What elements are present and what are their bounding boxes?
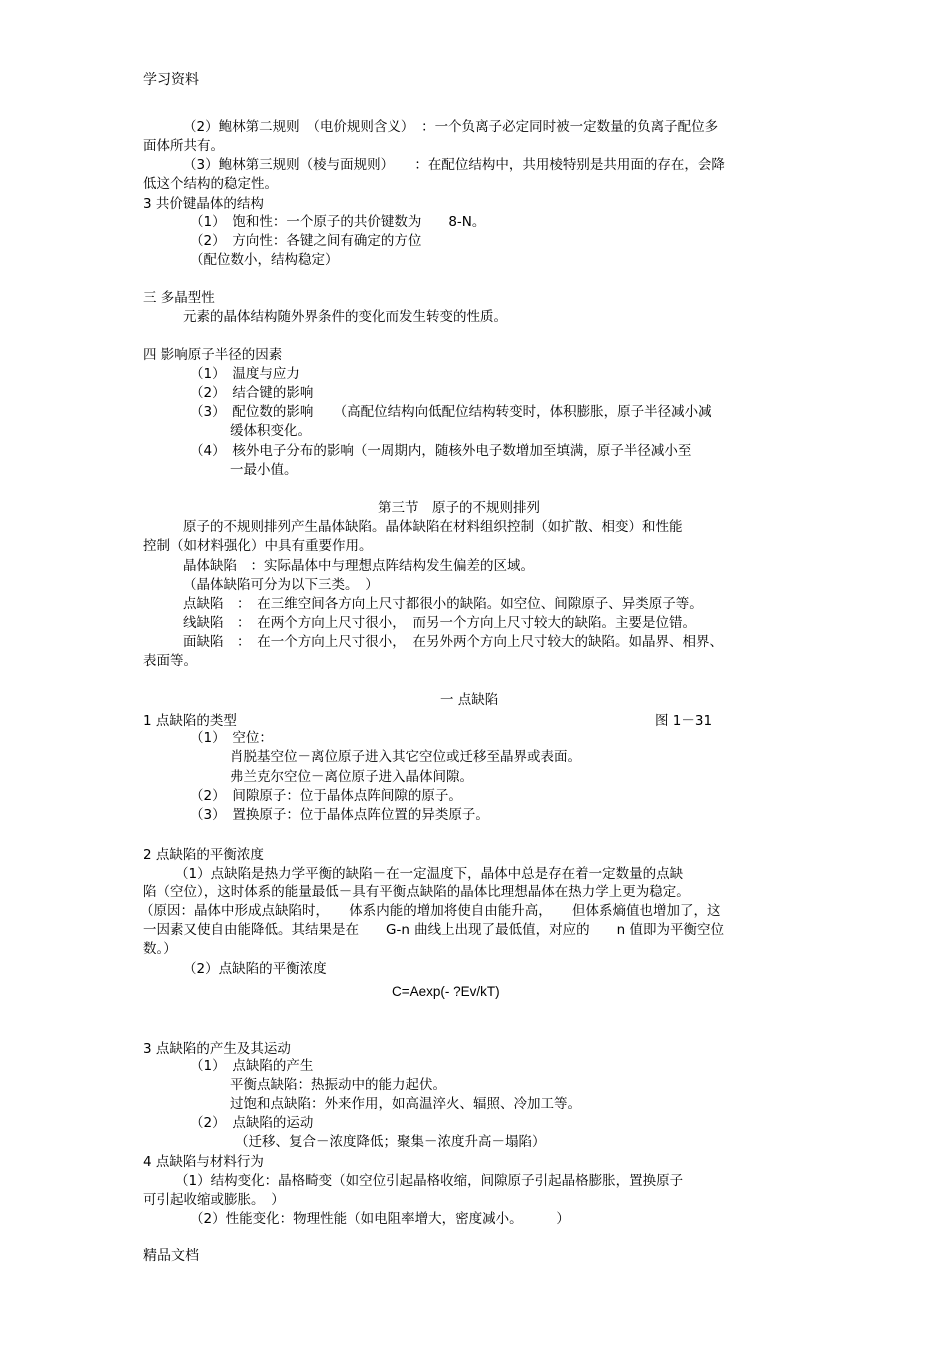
text-line: 四 影响原子半径的因素 (143, 347, 283, 363)
text-line: 表面等。 (143, 653, 197, 669)
text-line: （迁移、复合－浓度降低；聚集－浓度升高－塌陷） (235, 1134, 546, 1150)
text-line: （2） 方向性：各键之间有确定的方位 (190, 233, 422, 249)
text-line: （4） 核外电子分布的影响（一周期内，随核外电子数增加至填满，原子半径减小至 (190, 443, 692, 459)
text-line: （1）结构变化：晶格畸变（如空位引起晶格收缩，间隙原子引起晶格膨胀，置换原子 (175, 1173, 684, 1189)
text-line: 过饱和点缺陷：外来作用，如高温淬火、辐照、冷加工等。 (230, 1096, 581, 1112)
text-line: （2） 间隙原子：位于晶体点阵间隙的原子。 (190, 788, 462, 804)
text-line: 点缺陷 ： 在三维空间各方向上尺寸都很小的缺陷。如空位、间隙原子、异类原子等。 (183, 596, 703, 612)
text-line: （1）点缺陷是热力学平衡的缺陷－在一定温度下，晶体中总是存在着一定数量的点缺 (175, 866, 684, 882)
text-line: （配位数小，结构稳定） (190, 252, 339, 268)
text-line: 线缺陷 ： 在两个方向上尺寸很小， 而另一个方向上尺寸较大的缺陷。主要是位错。 (183, 615, 696, 631)
text-line: （2）性能变化：物理性能（如电阻率增大，密度减小。 ） (190, 1211, 570, 1227)
text-line: 一因素又使自由能降低。其结果是在 G-n 曲线上出现了最低值，对应的 n 值即为平衡空位 (143, 922, 725, 938)
text-line: （3） 置换原子：位于晶体点阵位置的异类原子。 (190, 807, 489, 823)
text-line: 3 共价键晶体的结构 (143, 196, 264, 212)
text-line: 面缺陷 ： 在一个方向上尺寸很小， 在另外两个方向上尺寸较大的缺陷。如晶界、相界、 (183, 634, 723, 650)
text-line: 三 多晶型性 (143, 290, 215, 306)
page-footer: 精品文档 (143, 1248, 199, 1264)
text-line: （2） 结合键的影响 (190, 385, 314, 401)
text-line: 一最小值。 (230, 462, 298, 478)
text-line: C=Aexp(- ?Ev/kT) (392, 984, 500, 999)
text-line: （2）点缺陷的平衡浓度 (183, 961, 327, 977)
text-line: （3） 配位数的影响 （高配位结构向低配位结构转变时，体积膨胀，原子半径减小减 (190, 404, 712, 420)
text-line: 数。） (143, 941, 177, 957)
text-line: 4 点缺陷与材料行为 (143, 1154, 264, 1170)
text-line: 元素的晶体结构随外界条件的变化而发生转变的性质。 (183, 309, 507, 325)
text-line: 陷（空位），这时体系的能量最低－具有平衡点缺陷的晶体比理想晶体在热力学上更为稳定。 (143, 884, 690, 900)
text-line: 3 点缺陷的产生及其运动 (143, 1041, 291, 1057)
text-line: 可引起收缩或膨胀。 ） (143, 1192, 285, 1208)
text-line: 原子的不规则排列产生晶体缺陷。晶体缺陷在材料组织控制（如扩散、相变）和性能 (183, 519, 683, 535)
text-line: （1） 点缺陷的产生 (190, 1058, 314, 1074)
text-line: （2） 点缺陷的运动 (190, 1115, 314, 1131)
text-line: （1） 温度与应力 (190, 366, 300, 382)
text-line: （2）鲍林第二规则 （电价规则含义） ：一个负离子必定同时被一定数量的负离子配位多 (183, 119, 719, 135)
text-line: 缓体积变化。 (230, 423, 311, 439)
text-line: 弗兰克尔空位－离位原子进入晶体间隙。 (230, 769, 473, 785)
text-line: 低这个结构的稳定性。 (143, 176, 278, 192)
text-line: （3）鲍林第三规则（棱与面规则） ：在配位结构中，共用棱特别是共用面的存在，会降 (183, 157, 725, 173)
text-line: 图 1－31 (655, 713, 713, 729)
text-line: （1） 空位： (190, 730, 273, 746)
text-line: 肖脱基空位－离位原子进入其它空位或迁移至晶界或表面。 (230, 749, 581, 765)
text-line: 面体所共有。 (143, 138, 224, 154)
text-line: 平衡点缺陷：热振动中的能力起伏。 (230, 1077, 446, 1093)
text-line: 一 点缺陷 (440, 692, 499, 708)
text-line: 控制（如材料强化）中具有重要作用。 (143, 538, 373, 554)
text-line: （原因：晶体中形成点缺陷时， 体系内能的增加将使自由能升高， 但体系熵值也增加了，这 (140, 903, 721, 919)
text-line: 2 点缺陷的平衡浓度 (143, 847, 264, 863)
page-header: 学习资料 (143, 72, 199, 88)
text-line: （晶体缺陷可分为以下三类。 ） (183, 577, 379, 593)
text-line: 1 点缺陷的类型 (143, 713, 237, 729)
text-line: 晶体缺陷 ：实际晶体中与理想点阵结构发生偏差的区域。 (183, 558, 534, 574)
text-line: 第三节 原子的不规则排列 (378, 500, 540, 516)
text-line: （1） 饱和性：一个原子的共价键数为 8-N。 (190, 214, 486, 230)
